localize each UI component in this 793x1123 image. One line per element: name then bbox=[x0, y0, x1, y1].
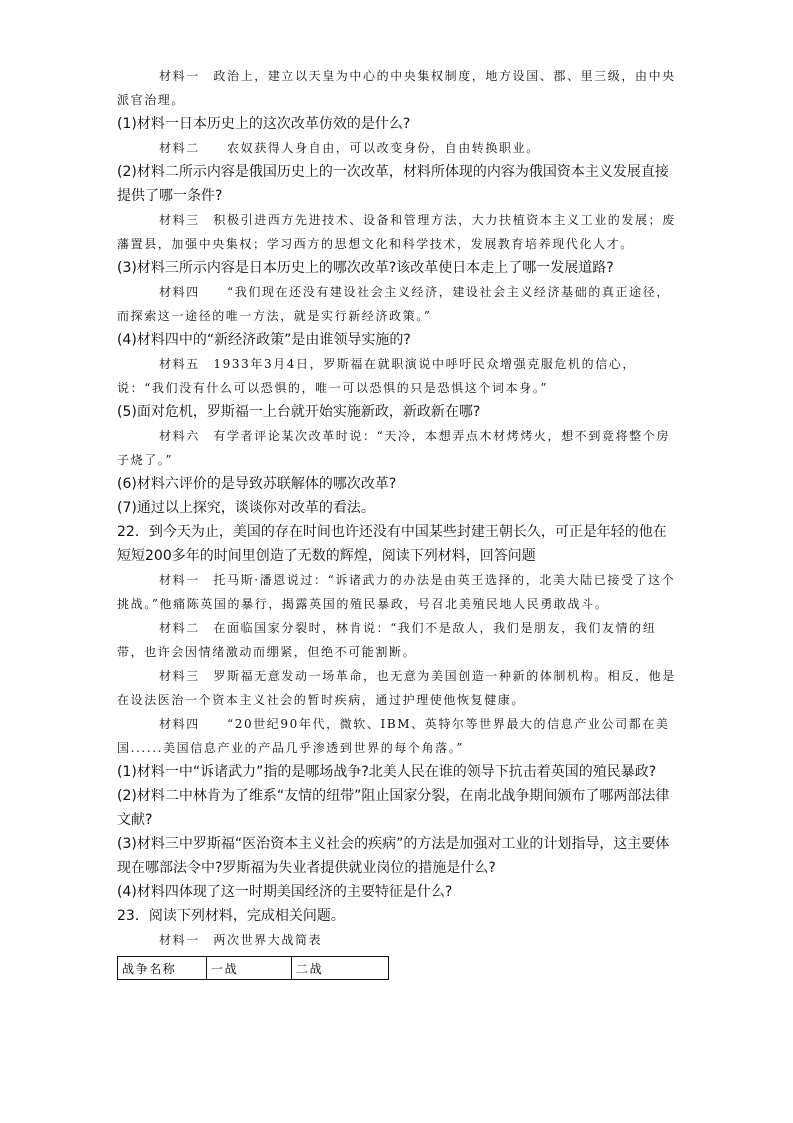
document-body bbox=[117, 64, 677, 980]
table-cell: 战争名称 bbox=[118, 957, 207, 980]
material-paragraph: 材料一 两次世界大战简表 bbox=[159, 933, 323, 947]
material-paragraph: 材料一 政治上，建立以天皇为中心的中央集权制度，地方设国、郡、里三级，由中央派官治理。 bbox=[117, 69, 676, 107]
material-paragraph: 材料二 农奴获得人身自由，可以改变身份，自由转换职业。 bbox=[159, 141, 540, 155]
war-table bbox=[117, 956, 389, 980]
material-paragraph: 材料六 有学者评论某次改革时说：“天冷，本想弄点木材烤烤火，想不到竟将整个房子烧了。” bbox=[117, 429, 670, 467]
table-cell: 一战 bbox=[207, 957, 292, 980]
question-line: (1)材料一日本历史上的这次改革仿效的是什么? bbox=[117, 116, 411, 132]
table-cell: 二战 bbox=[292, 957, 389, 980]
question-line: (4)材料四中的“新经济政策”是由谁领导实施的? bbox=[117, 332, 411, 348]
question-line: (7)通过以上探究，谈谈你对改革的看法。 bbox=[117, 500, 375, 516]
question-stem: 23．阅读下列材料，完成相关问题。 bbox=[117, 908, 345, 924]
question-line: (4)材料四体现了这一时期美国经济的主要特征是什么? bbox=[117, 884, 453, 900]
material-paragraph: 材料四 “我们现在还没有建设社会主义经济，建设社会主义经济基础的真正途径，而探索这一途径的唯一方法，就是实行新经济政策。” bbox=[117, 285, 670, 323]
question-stem: 22．到今天为止，美国的存在时间也许还没有中国某些封建王朝长久，可正是年轻的他在短短200多年的时间里创造了无数的辉煌，阅读下列材料，回答问题 bbox=[117, 524, 667, 564]
material-paragraph: 材料二 在面临国家分裂时，林肯说：“我们不是敌人，我们是朋友，我们友情的纽带，也许会因情绪激动而绷紧，但绝不可能割断。 bbox=[117, 621, 657, 659]
question-line: (2)材料二所示内容是俄国历史上的一次改革，材料所体现的内容为俄国资本主义发展直接提供了哪一条件? bbox=[117, 164, 669, 204]
table-row bbox=[118, 957, 389, 980]
material-paragraph: 材料三 罗斯福无意发动一场革命，也无意为美国创造一种新的体制机构。相反，他是在设法医治一个资本主义社会的暂时疾病，通过护理使他恢复健康。 bbox=[117, 669, 676, 707]
question-line: (1)材料一中“诉诸武力”指的是哪场战争?北美人民在谁的领导下抗击着英国的殖民暴政? bbox=[117, 764, 657, 780]
material-paragraph: 材料三 积极引进西方先进技术、设备和管理方法，大力扶植资本主义工业的发展；废藩置县，加强中央集权；学习西方的思想文化和科学技术，发展教育培养现代化人才。 bbox=[117, 213, 676, 251]
question-line: (2)材料二中林肯为了维系“友情的纽带”阻止国家分裂，在南北战争期间颁布了哪两部法律文献? bbox=[117, 788, 670, 828]
material-paragraph: 材料一 托马斯·潘恩说过：“诉诸武力的办法是由英王选择的，北美大陆已接受了这个挑战。”他痛陈英国的暴行，揭露英国的殖民暴政，号召北美殖民地人民勇敢战斗。 bbox=[117, 573, 676, 611]
question-line: (5)面对危机，罗斯福一上台就开始实施新政，新政新在哪? bbox=[117, 404, 481, 420]
question-line: (6)材料六评价的是导致苏联解体的哪次改革? bbox=[117, 476, 397, 492]
material-paragraph: 材料四 “20世纪90年代，微软、IBM、英特尔等世界最大的信息产业公司都在美国......美国信息产业的产品几乎渗透到世界的每个角落。” bbox=[117, 717, 670, 755]
question-line: (3)材料三所示内容是日本历史上的哪次改革?该改革使日本走上了哪一发展道路? bbox=[117, 260, 614, 276]
question-line: (3)材料三中罗斯福“医治资本主义社会的疾病”的方法是加强对工业的计划指导，这主要体现在哪部法令中?罗斯福为失业者提供就业岗位的措施是什么? bbox=[117, 836, 670, 876]
material-paragraph: 材料五 1933年3月4日，罗斯福在就职演说中呼吁民众增强克服危机的信心，说：“我们没有什么可以恐惧的，唯一可以恐惧的只是恐惧这个词本身。” bbox=[117, 357, 637, 395]
